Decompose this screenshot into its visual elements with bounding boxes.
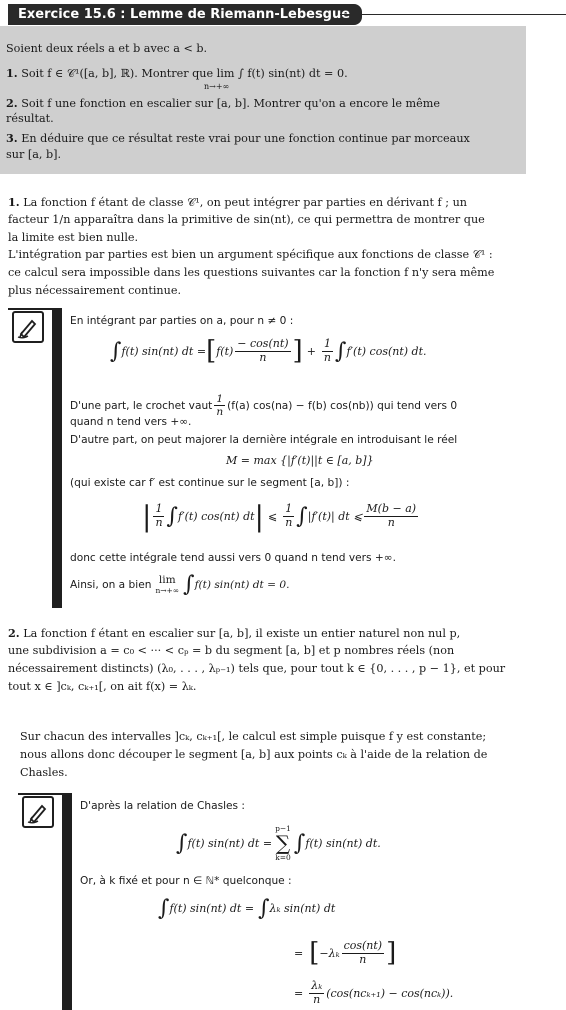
box-2-left-bar xyxy=(62,793,72,1010)
question-1-text: Soit f ∈ 𝒞¹([a, b], ℝ). Montrer que lim ∫ f(t) sin(nt) dt = 0. xyxy=(21,67,348,80)
box2-eq3-den: n xyxy=(359,952,367,966)
box-1-autre: D'autre part, on peut majorer la dernière intégrale en introduisant le réel xyxy=(70,434,458,446)
question-3-text-b: sur [a, b]. xyxy=(6,148,62,161)
box-1-crochet-end: quand n tend vers +∞. xyxy=(70,416,192,428)
part-1-number: 1. xyxy=(8,195,20,209)
part-2-text-1: La fonction f étant en escalier sur [a, b], il existe un entier naturel non nul p, xyxy=(23,627,461,640)
box-1-conclusion: Ainsi, on a bien lim n→+∞ ∫ f(t) sin(nt) dt = 0. xyxy=(70,572,290,597)
box-2-pen-icon xyxy=(22,796,54,828)
question-3-text-a: En déduire que ce résultat reste vrai pour une fonction continue par morceaux xyxy=(21,132,470,145)
part-2-method-1: Sur chacun des intervalles ]cₖ, cₖ₊₁[, le calcul est simple puisque f y est constante; xyxy=(20,730,487,743)
question-1-limit-sub: n→+∞ xyxy=(204,82,230,91)
eq1-num: − cos(nt) xyxy=(237,336,289,350)
question-2-number: 2. xyxy=(6,96,18,110)
ainsi-lim: lim xyxy=(158,574,176,586)
box-1-donc: donc cette intégrale tend aussi vers 0 quand n tend vers +∞. xyxy=(70,552,396,564)
box-1-equation-1: ∫ f(t) sin(nt) dt = [ f(t) $\frac{- \cos(nt)}{n}$ ] + $\frac{1}{n}$ ∫ f′(t) cos(nt) dt. xyxy=(110,336,427,366)
question-2-text-b: résultat. xyxy=(6,112,54,125)
question-1-number: 1. xyxy=(6,66,18,80)
box2-eq4-rhs: (cos(ncₖ₊₁) − cos(ncₖ)). xyxy=(326,986,454,1000)
ineq-le: ⩽ xyxy=(267,510,278,523)
exercise-title: Exercice 15.6 : Lemme de Riemann-Lebesgue xyxy=(8,4,362,25)
ineq-num: M(b − a) xyxy=(366,502,417,516)
box-2-equation-4 xyxy=(294,980,453,1006)
box-2-equation-1: ∫ f(t) sin(nt) dt = p−1 ∑ k=0 ∫ f(t) sin(nt) dt. xyxy=(176,824,381,862)
part-1-line-2: facteur 1/n apparaîtra dans la primitive de sin(nt), ce qui permettra de montrer que xyxy=(8,213,485,226)
box-1-M-definition: M = max {|f′(t)||t ∈ [a, b]} xyxy=(226,454,374,467)
box-2-equation-2: ∫ f(t) sin(nt) dt = ∫ λₖ sin(nt) dt xyxy=(158,896,336,921)
part-2-line-4: tout x ∈ ]cₖ, cₖ₊₁[, on ait f(x) = λₖ. xyxy=(8,680,197,693)
statement-intro: Soient deux réels a et b avec a < b. xyxy=(6,42,208,55)
box2-eq2-rhs: λₖ sin(nt) dt xyxy=(269,902,336,915)
crochet-num: 1 xyxy=(216,393,224,405)
eq1-tail: f′(t) cos(nt) dt. xyxy=(346,344,427,358)
box2-eq4-eq: = xyxy=(294,986,304,1000)
ainsi-a: Ainsi, on a bien xyxy=(70,578,152,591)
ainsi-lim-sub: n→+∞ xyxy=(155,586,180,595)
box-1-top-rule xyxy=(8,308,58,310)
title-rule xyxy=(340,14,566,15)
ineq-b: |f′(t)| dt ⩽ xyxy=(307,510,363,523)
eq1-plus: + xyxy=(306,344,316,358)
part-1-line-5: ce calcul sera impossible dans les questions suivantes car la fonction f n'y sera même xyxy=(8,266,495,279)
part-2-line-2: une subdivision a = c₀ < ··· < cₚ = b du segment [a, b] et p nombres réels (non xyxy=(8,644,455,657)
sum-bottom: k=0 xyxy=(275,853,291,862)
crochet-den: n xyxy=(216,406,224,419)
box2-eq3-eq: = xyxy=(294,946,304,960)
part-2-line-1 xyxy=(8,626,460,640)
box2-eq3-num: cos(nt) xyxy=(343,938,383,952)
sum-top: p−1 xyxy=(275,824,291,833)
part-1-text-1: La fonction f étant de classe 𝒞¹, on peut intégrer par parties en dérivant f ; un xyxy=(23,196,467,209)
box-1-inequality: | $\frac{1}{n}$ ∫ f′(t) cos(nt) dt | ⩽ $\frac{1}{n}$ ∫ |f′(t)| dt ⩽ $\frac{M(b - a)}{n}$ xyxy=(142,500,417,533)
box2-eq1-lhs: f(t) sin(nt) dt = xyxy=(187,836,273,850)
question-2-text-a: Soit f une fonction en escalier sur [a, b]. Montrer qu'on a encore le même xyxy=(21,97,440,110)
part-1-line-6: plus nécessairement continue. xyxy=(8,284,182,297)
crochet-b: (f(a) cos(na) − f(b) cos(nb)) qui tend vers 0 xyxy=(227,399,458,412)
question-1 xyxy=(6,66,348,81)
question-2 xyxy=(6,96,440,110)
question-3 xyxy=(6,131,470,145)
box-2-or: Or, à k fixé et pour n ∈ ℕ* quelconque : xyxy=(80,875,292,887)
box-2-equation-3: = [ −λₖ $\frac{\cos(nt)}{n}$ ] xyxy=(294,938,397,968)
eq1-lhs: f(t) sin(nt) dt = xyxy=(121,344,207,358)
question-3-number: 3. xyxy=(6,131,18,145)
box-1-intro: En intégrant par parties on a, pour n ≠ 0 : xyxy=(70,315,294,327)
box2-eq4-num: λₖ xyxy=(311,979,323,992)
box2-eq4-den: n xyxy=(313,992,321,1006)
part-2-method-3: Chasles. xyxy=(20,766,68,779)
box2-eq1-rhs: f(t) sin(nt) dt. xyxy=(305,836,381,850)
eq1-bracket-a: f(t) xyxy=(216,344,234,358)
ineq-a: f′(t) cos(nt) dt xyxy=(178,510,255,523)
crochet-a: D'une part, le crochet vaut xyxy=(70,399,213,412)
eq1-den: n xyxy=(259,350,267,364)
box-1-crochet-line xyxy=(70,393,457,418)
eq1-frac-num: 1 xyxy=(323,336,331,350)
part-1-line-3: la limite est bien nulle. xyxy=(8,231,139,244)
box2-eq2-lhs: f(t) sin(nt) dt = xyxy=(169,902,255,915)
part-2-number: 2. xyxy=(8,626,20,640)
box-1-qui: (qui existe car f′ est continue sur le segment [a, b]) : xyxy=(70,477,350,489)
part-1-line-1 xyxy=(8,195,467,210)
part-1-line-4: L'intégration par parties est bien un argument spécifique aux fonctions de classe 𝒞¹ : xyxy=(8,248,493,261)
part-2-method-2: nous allons donc découper le segment [a, b] aux points cₖ à l'aide de la relation de xyxy=(20,748,488,761)
eq1-frac-den: n xyxy=(323,350,331,364)
ainsi-b: f(t) sin(nt) dt = 0. xyxy=(194,578,290,591)
box2-eq3-a: −λₖ xyxy=(319,946,340,960)
box-1-left-bar xyxy=(52,308,62,608)
box-2-intro: D'après la relation de Chasles : xyxy=(80,800,245,812)
ineq-den: n xyxy=(387,516,395,529)
box-1-pen-icon xyxy=(12,311,44,343)
part-2-line-3: nécessairement distincts) (λ₀, . . . , λₚ₋₁) tels que, pour tout k ∈ {0, . . . , p − 1}, et pour xyxy=(8,662,506,675)
